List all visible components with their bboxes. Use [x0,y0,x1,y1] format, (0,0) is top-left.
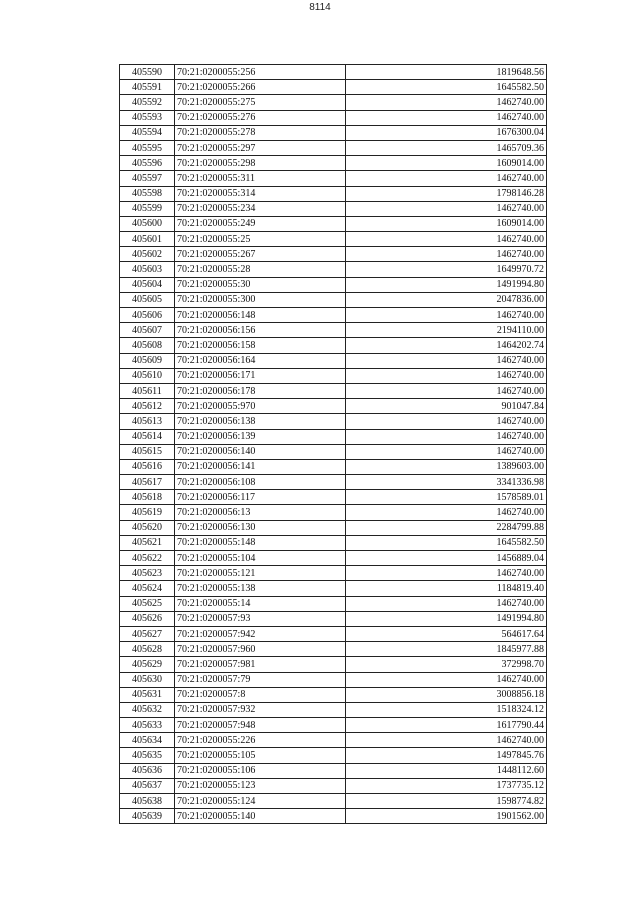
cadastral-number-cell: 70:21:0200057:942 [175,626,346,641]
cadastral-value-cell: 1578589.01 [346,490,547,505]
cadastral-number-cell: 70:21:0200056:164 [175,353,346,368]
cadastral-value-cell: 1645582.50 [346,80,547,95]
cadastral-number-cell: 70:21:0200055:276 [175,110,346,125]
cadastral-value-cell: 1462740.00 [346,444,547,459]
cadastral-value-cell: 1645582.50 [346,535,547,550]
table-row [120,216,547,231]
row-number-cell: 405593 [120,110,175,125]
cadastral-number-cell: 70:21:0200055:256 [175,65,346,80]
cadastral-number-cell: 70:21:0200056:148 [175,308,346,323]
table-row [120,323,547,338]
cadastral-number-cell: 70:21:0200056:138 [175,414,346,429]
cadastral-number-cell: 70:21:0200055:314 [175,186,346,201]
table-row [120,626,547,641]
cadastral-value-cell: 1464202.74 [346,338,547,353]
row-number-cell: 405594 [120,125,175,140]
table-row [120,611,547,626]
row-number-cell: 405629 [120,657,175,672]
cadastral-number-cell: 70:21:0200057:960 [175,642,346,657]
cadastral-number-cell: 70:21:0200055:140 [175,809,346,824]
row-number-cell: 405634 [120,733,175,748]
table-row [120,125,547,140]
cadastral-value-cell: 1462740.00 [346,414,547,429]
table-row [120,490,547,505]
table-row [120,535,547,550]
row-number-cell: 405635 [120,748,175,763]
table-row [120,262,547,277]
cadastral-number-cell: 70:21:0200056:13 [175,505,346,520]
table-row [120,672,547,687]
cadastral-value-cell: 1819648.56 [346,65,547,80]
cadastral-number-cell: 70:21:0200055:148 [175,535,346,550]
cadastral-value-cell: 2047836.00 [346,292,547,307]
row-number-cell: 405636 [120,763,175,778]
row-number-cell: 405592 [120,95,175,110]
table-row [120,778,547,793]
cadastral-number-cell: 70:21:0200055:121 [175,566,346,581]
cadastral-value-cell: 1462740.00 [346,429,547,444]
row-number-cell: 405598 [120,186,175,201]
row-number-cell: 405620 [120,520,175,535]
row-number-cell: 405637 [120,778,175,793]
row-number-cell: 405638 [120,794,175,809]
row-number-cell: 405608 [120,338,175,353]
row-number-cell: 405596 [120,156,175,171]
cadastral-value-cell: 1389603.00 [346,459,547,474]
cadastral-number-cell: 70:21:0200055:298 [175,156,346,171]
table-row [120,383,547,398]
cadastral-number-cell: 70:21:0200057:948 [175,718,346,733]
row-number-cell: 405590 [120,65,175,80]
row-number-cell: 405615 [120,444,175,459]
table-row [120,414,547,429]
cadastral-number-cell: 70:21:0200056:171 [175,368,346,383]
cadastral-number-cell: 70:21:0200055:138 [175,581,346,596]
page-number: 8114 [309,2,331,13]
cadastral-value-cell: 1497845.76 [346,748,547,763]
cadastral-value-cell: 1845977.88 [346,642,547,657]
cadastral-number-cell: 70:21:0200055:234 [175,201,346,216]
cadastral-value-cell: 1462740.00 [346,201,547,216]
cadastral-value-cell: 2284799.88 [346,520,547,535]
cadastral-number-cell: 70:21:0200057:79 [175,672,346,687]
cadastral-number-cell: 70:21:0200056:140 [175,444,346,459]
cadastral-value-cell: 1598774.82 [346,794,547,809]
table-row [120,232,547,247]
cadastral-value-cell: 1462740.00 [346,733,547,748]
row-number-cell: 405619 [120,505,175,520]
row-number-cell: 405595 [120,140,175,155]
cadastral-number-cell: 70:21:0200055:25 [175,232,346,247]
cadastral-value-cell: 1901562.00 [346,809,547,824]
row-number-cell: 405604 [120,277,175,292]
cadastral-number-cell: 70:21:0200056:178 [175,383,346,398]
cadastral-value-cell: 1617790.44 [346,718,547,733]
table-row [120,65,547,80]
row-number-cell: 405609 [120,353,175,368]
cadastral-number-cell: 70:21:0200055:266 [175,80,346,95]
cadastral-number-cell: 70:21:0200056:141 [175,459,346,474]
row-number-cell: 405617 [120,475,175,490]
cadastral-number-cell: 70:21:0200055:297 [175,140,346,155]
cadastral-value-cell: 1649970.72 [346,262,547,277]
table-row [120,110,547,125]
cadastral-value-cell: 2194110.00 [346,323,547,338]
row-number-cell: 405597 [120,171,175,186]
row-number-cell: 405599 [120,201,175,216]
table-row [120,95,547,110]
cadastral-number-cell: 70:21:0200055:30 [175,277,346,292]
cadastral-value-table [119,64,547,824]
row-number-cell: 405614 [120,429,175,444]
cadastral-value-cell: 1798146.28 [346,186,547,201]
table-row [120,353,547,368]
cadastral-number-cell: 70:21:0200055:124 [175,794,346,809]
table-row [120,794,547,809]
cadastral-value-cell: 1491994.80 [346,611,547,626]
table-row [120,338,547,353]
row-number-cell: 405621 [120,535,175,550]
cadastral-value-cell: 1465709.36 [346,140,547,155]
cadastral-value-cell: 1462740.00 [346,596,547,611]
cadastral-number-cell: 70:21:0200055:28 [175,262,346,277]
table-row [120,308,547,323]
cadastral-value-cell: 1462740.00 [346,566,547,581]
row-number-cell: 405625 [120,596,175,611]
cadastral-number-cell: 70:21:0200055:970 [175,399,346,414]
cadastral-value-cell: 1609014.00 [346,216,547,231]
row-number-cell: 405612 [120,399,175,414]
row-number-cell: 405626 [120,611,175,626]
cadastral-number-cell: 70:21:0200055:275 [175,95,346,110]
cadastral-value-cell: 901047.84 [346,399,547,414]
cadastral-value-cell: 1462740.00 [346,95,547,110]
row-number-cell: 405591 [120,80,175,95]
table-row [120,80,547,95]
table-row [120,763,547,778]
row-number-cell: 405610 [120,368,175,383]
row-number-cell: 405601 [120,232,175,247]
row-number-cell: 405618 [120,490,175,505]
table-row [120,657,547,672]
cadastral-number-cell: 70:21:0200056:117 [175,490,346,505]
cadastral-number-cell: 70:21:0200057:8 [175,687,346,702]
cadastral-value-cell: 1456889.04 [346,551,547,566]
cadastral-value-cell: 1676300.04 [346,125,547,140]
cadastral-number-cell: 70:21:0200055:226 [175,733,346,748]
cadastral-value-cell: 1448112.60 [346,763,547,778]
row-number-cell: 405606 [120,308,175,323]
table-row [120,444,547,459]
cadastral-number-cell: 70:21:0200055:249 [175,216,346,231]
table-row [120,368,547,383]
table-row [120,687,547,702]
table-row [120,292,547,307]
row-number-cell: 405627 [120,626,175,641]
cadastral-number-cell: 70:21:0200055:14 [175,596,346,611]
table-row [120,566,547,581]
row-number-cell: 405633 [120,718,175,733]
cadastral-value-cell: 1462740.00 [346,505,547,520]
table-row [120,247,547,262]
table-row [120,642,547,657]
cadastral-value-cell: 1462740.00 [346,110,547,125]
table-row [120,520,547,535]
row-number-cell: 405628 [120,642,175,657]
cadastral-value-cell: 1462740.00 [346,353,547,368]
cadastral-number-cell: 70:21:0200055:123 [175,778,346,793]
cadastral-number-cell: 70:21:0200057:93 [175,611,346,626]
cadastral-value-cell: 372998.70 [346,657,547,672]
table-row [120,596,547,611]
table-row [120,140,547,155]
cadastral-number-cell: 70:21:0200057:932 [175,702,346,717]
table-row [120,748,547,763]
cadastral-value-cell: 1518324.12 [346,702,547,717]
table-row [120,475,547,490]
table-row [120,809,547,824]
row-number-cell: 405600 [120,216,175,231]
row-number-cell: 405623 [120,566,175,581]
table-row [120,171,547,186]
cadastral-number-cell: 70:21:0200055:267 [175,247,346,262]
table-row [120,702,547,717]
row-number-cell: 405603 [120,262,175,277]
table-body [120,65,547,824]
cadastral-number-cell: 70:21:0200055:278 [175,125,346,140]
table-row [120,429,547,444]
cadastral-number-cell: 70:21:0200055:104 [175,551,346,566]
cadastral-number-cell: 70:21:0200056:158 [175,338,346,353]
cadastral-value-cell: 3008856.18 [346,687,547,702]
table-row [120,201,547,216]
row-number-cell: 405631 [120,687,175,702]
cadastral-value-cell: 1462740.00 [346,247,547,262]
cadastral-value-cell: 1491994.80 [346,277,547,292]
cadastral-number-cell: 70:21:0200055:106 [175,763,346,778]
table-row [120,718,547,733]
cadastral-value-cell: 1462740.00 [346,383,547,398]
row-number-cell: 405611 [120,383,175,398]
table-row [120,505,547,520]
cadastral-number-cell: 70:21:0200055:300 [175,292,346,307]
cadastral-value-cell: 564617.64 [346,626,547,641]
cadastral-value-cell: 1462740.00 [346,672,547,687]
row-number-cell: 405607 [120,323,175,338]
table-row [120,156,547,171]
row-number-cell: 405622 [120,551,175,566]
table-row [120,551,547,566]
cadastral-value-cell: 3341336.98 [346,475,547,490]
table-row [120,277,547,292]
cadastral-value-cell: 1462740.00 [346,308,547,323]
row-number-cell: 405616 [120,459,175,474]
cadastral-value-cell: 1184819.40 [346,581,547,596]
table-row [120,733,547,748]
cadastral-value-cell: 1462740.00 [346,368,547,383]
cadastral-number-cell: 70:21:0200055:105 [175,748,346,763]
cadastral-number-cell: 70:21:0200056:156 [175,323,346,338]
row-number-cell: 405639 [120,809,175,824]
cadastral-number-cell: 70:21:0200057:981 [175,657,346,672]
cadastral-value-cell: 1609014.00 [346,156,547,171]
row-number-cell: 405632 [120,702,175,717]
cadastral-value-cell: 1462740.00 [346,232,547,247]
cadastral-value-cell: 1462740.00 [346,171,547,186]
row-number-cell: 405605 [120,292,175,307]
table-row [120,581,547,596]
table-row [120,399,547,414]
row-number-cell: 405613 [120,414,175,429]
table-row [120,459,547,474]
row-number-cell: 405630 [120,672,175,687]
table-row [120,186,547,201]
cadastral-number-cell: 70:21:0200056:130 [175,520,346,535]
row-number-cell: 405602 [120,247,175,262]
cadastral-number-cell: 70:21:0200056:139 [175,429,346,444]
cadastral-number-cell: 70:21:0200056:108 [175,475,346,490]
cadastral-value-cell: 1737735.12 [346,778,547,793]
row-number-cell: 405624 [120,581,175,596]
cadastral-number-cell: 70:21:0200055:311 [175,171,346,186]
